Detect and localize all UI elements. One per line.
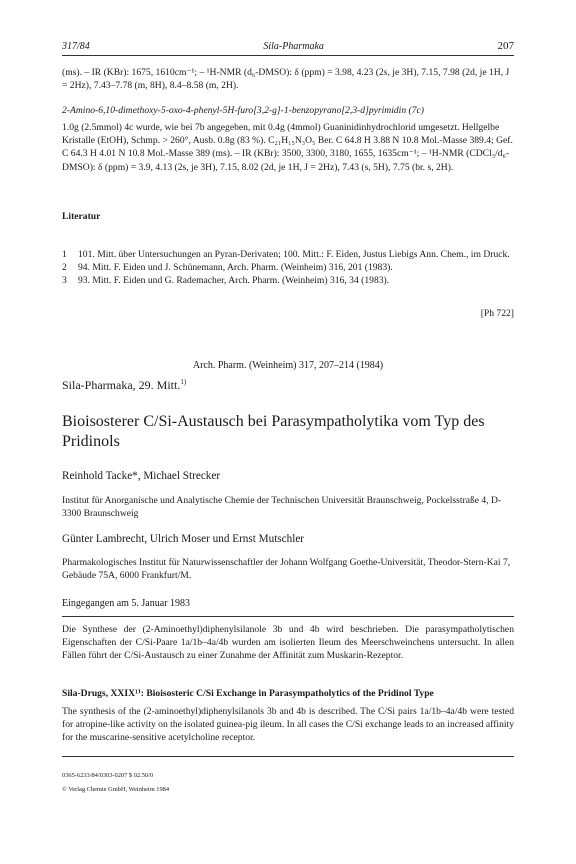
series-text: Sila-Pharmaka, 29. Mitt. [62, 378, 181, 392]
authors-group-2: Günter Lambrecht, Ulrich Moser und Ernst Mutschler [62, 533, 305, 545]
previous-article-continuation [62, 66, 514, 92]
reference-text: 94. Mitt. F. Eiden und J. Schünemann, Arch. Pharm. (Weinheim) 316, 201 (1983). [78, 262, 393, 274]
reference-item [62, 274, 514, 287]
reference-item [62, 261, 514, 274]
abstract-english [62, 705, 514, 745]
issn-line: 0365-6233/84/0303-0207 $ 02.50/0 [62, 772, 154, 779]
compound-heading: 2-Amino-6,10-dimethoxy-5-oxo-4-phenyl-5H-furo[3,2-g]-1-benzopyrano[2,3-d]pyrimidin (7c) [62, 105, 424, 116]
authors-group-1: Reinhold Tacke*, Michael Strecker [62, 470, 221, 482]
page-number: 207 [497, 40, 514, 52]
running-head-volume: 317/84 [62, 41, 90, 52]
reference-number: 1 [62, 249, 67, 260]
continuation-text: (ms). – IR (KBr): 1675, 1610cm⁻¹; – ¹H-NMR (d₆-DMSO): δ (ppm) = 3.98, 4.23 (2s, je 3H), 7.15, 7.98 (2d, je 1H, J = 2Hz), 7.43–7.78 (m, 8H), 8.4–8.58 (m, 2H). [62, 67, 510, 92]
reference-number: 2 [62, 262, 67, 274]
running-head [62, 40, 514, 52]
reference-list [62, 248, 514, 288]
abstract-english-text: The synthesis of the (2-aminoethyl)diphenylsilanols 3b and 4b is described. The C/Si pairs 1a/1b–4a/4b were tested for atropine-like activity on the isolated guinea-pig ileum. In all cases the C/Si exchange leads to an increased affinity for the muscarine-sensitive acetylcholine receptor. [62, 706, 514, 744]
manuscript-tag: [Ph 722] [480, 308, 514, 319]
compound-text: 1.0g (2.5mmol) 4c wurde, wie bei 7b angegeben, mit 0.4g (4mmol) Guaninidinhydrochlorid umgesetzt. Hellgelbe Kristalle (EtOH), Schmp. > 260°, Ausb. 0.8g (83 %). C₂₁H₁₅N₃O₅ Ber. C 64.8 H 3.88 N 10.8 Mol.-Masse 389.4; Gef. C 64.3 H 4.01 N 10.8 Mol.-Masse 389 (ms). – IR (KBr): 3500, 3300, 3180, 1655, 1635cm⁻¹; – ¹H-NMR (CDCl₃/d₆-DMSO): δ (ppm) = 3.9, 4.13 (2s, je 3H), 7.15, 8.02 (2d, je 1H, J = 2Hz), 7.43 (s, 5H), 7.75 (br. s, 2H). [62, 122, 513, 173]
series-title [62, 378, 514, 393]
reference-item [62, 248, 514, 261]
summary-title: Sila-Drugs, XXIX¹⁾: Bioisosteric C/Si Exchange in Parasympatholytics of the Pridinol Type [62, 688, 434, 699]
running-head-title: Sila-Pharmaka [263, 41, 324, 52]
abstract-german-text: Die Synthese der (2-Aminoethyl)diphenylsilanole 3b und 4b wird beschrieben. Die parasympatholytischen Eigenschaften der C/Si-Paare 1a/1b–4a/4b wurden am isolierten Ileum des Meerschweinchens untersucht. In allen Fällen führt der C/Si-Austausch zu einer Zunahme der Affinität zum Muskarin-Rezeptor. [62, 624, 514, 662]
article-citation: Arch. Pharm. (Weinheim) 317, 207–214 (1984) [192, 360, 384, 371]
abstract-rule-top [62, 616, 514, 617]
page-footer [62, 770, 514, 795]
received-date: Eingegangen am 5. Januar 1983 [62, 598, 191, 609]
affiliation-2: Pharmakologisches Institut für Naturwissenschaftler der Johann Wolfgang Goethe-Universität, Theodor-Stern-Kai 7, Gebäude 75A, 6000 Frankfurt/M. [62, 557, 511, 581]
reference-text: 101. Mitt. über Untersuchungen an Pyran-Derivaten; 100. Mitt.: F. Eiden, Justus Liebigs Ann. Chem., im Druck. [78, 249, 510, 260]
copyright-line: © Verlag Chemie GmbH, Weinheim 1984 [62, 786, 170, 793]
abstract-rule-bottom [62, 756, 514, 757]
literatur-heading: Literatur [62, 211, 101, 222]
reference-text: 93. Mitt. F. Eiden und G. Rademacher, Arch. Pharm. (Weinheim) 316, 34 (1983). [78, 275, 390, 287]
article-title: Bioisosterer C/Si-Austausch bei Parasympatholytika vom Typ des Pridinols [62, 413, 485, 450]
compound-paragraph [62, 121, 514, 174]
abstract-german [62, 623, 514, 663]
reference-number: 3 [62, 275, 67, 287]
header-rule [62, 55, 514, 56]
affiliation-1: Institut für Anorganische und Analytische Chemie der Technischen Universität Braunschweig, Pockelsstraße 4, D-3300 Braunschweig [62, 495, 502, 519]
series-footnote-marker: 1) [180, 378, 187, 386]
